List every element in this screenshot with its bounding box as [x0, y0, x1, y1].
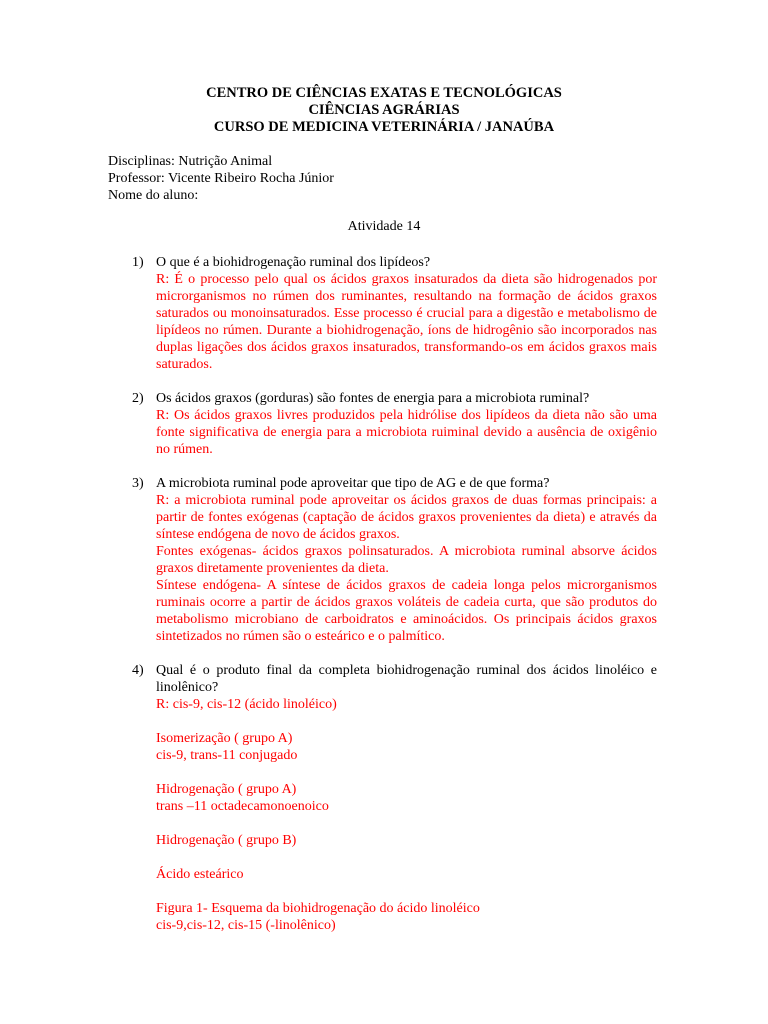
- question-number: 1): [132, 255, 144, 270]
- answer-text: R: É o processo pelo qual os ácidos graxos insaturados da dieta são hidrogenados por microrganismos no rúmen dos ruminantes, resultando na formação de ácidos graxos saturados ou monoinsaturados. Esse processo é crucial para a digestão e metabolismo de lipídeos no rúmen. Durante a biohidrogenação, íons de hidrogênio são incorporados nas duplas ligações dos ácidos graxos insaturados, transformando-os em ácidos graxos mais saturados.: [156, 272, 657, 372]
- answer-line: Hidrogenação ( grupo A): [156, 782, 297, 797]
- activity-title: Atividade 14: [347, 219, 421, 234]
- question-text: Os ácidos graxos (gorduras) são fontes de energia para a microbiota ruminal?: [156, 391, 590, 406]
- question-text: Qual é o produto final da completa biohidrogenação ruminal dos ácidos linoléico e linolênico?: [156, 663, 657, 695]
- answer-text: R: Os ácidos graxos livres produzidos pela hidrólise dos lipídeos da dieta não são uma fonte significativa de energia para a microbiota ruiminal devido a ausência de oxigênio no rúmen.: [156, 408, 657, 457]
- answer-paragraph: Fontes exógenas- ácidos graxos polinsaturados. A microbiota ruminal absorve ácidos graxos diretamente provenientes da dieta.: [156, 544, 657, 576]
- question-text: A microbiota ruminal pode aproveitar que tipo de AG e de que forma?: [156, 476, 550, 491]
- question-item: [132, 475, 657, 645]
- answer-paragraph: R: a microbiota ruminal pode aproveitar os ácidos graxos de duas formas principais: a partir de fontes exógenas (captação de ácidos graxos provenientes da dieta) e através da síntese endógena de novo de ácidos graxos.: [156, 493, 657, 542]
- header-area: CIÊNCIAS AGRÁRIAS: [308, 102, 460, 118]
- question-number: 4): [132, 663, 144, 678]
- student-name-line: Nome do aluno:: [108, 188, 199, 203]
- question-item: [132, 390, 657, 458]
- header-course: CURSO DE MEDICINA VETERINÁRIA / JANAÚBA: [213, 119, 555, 135]
- question-number: 3): [132, 476, 144, 491]
- question-text: O que é a biohidrogenação ruminal dos lipídeos?: [156, 255, 431, 270]
- answer-line: cis-9,cis-12, cis-15 (-linolênico): [156, 918, 336, 933]
- discipline-line: Disciplinas: Nutrição Animal: [108, 154, 273, 169]
- figure-caption: Figura 1- Esquema da biohidrogenação do ácido linoléico: [156, 901, 480, 916]
- document-meta: [108, 153, 334, 204]
- header-institution: CENTRO DE CIÊNCIAS EXATAS E TECNOLÓGICAS: [206, 85, 562, 101]
- answer-paragraph: Síntese endógena- A síntese de ácidos graxos de cadeia longa pelos microrganismos ruminais ocorre a partir de ácidos graxos voláteis de cadeia curta, que são produtos do metabolismo microbiano de carboidratos e aminoácidos. Os principais ácidos graxos sintetizados no rúmen são o esteárico e o palmítico.: [156, 578, 657, 644]
- question-item: [132, 662, 657, 934]
- answer-line: R: cis-9, cis-12 (ácido linoléico): [156, 697, 337, 712]
- answer-line: Ácido esteárico: [156, 867, 244, 882]
- question-item: [132, 254, 657, 373]
- question-list: [0, 254, 768, 934]
- answer-line: trans –11 octadecamonoenoico: [156, 799, 329, 814]
- answer-line: Hidrogenação ( grupo B): [156, 833, 297, 848]
- document-header: [0, 85, 768, 136]
- answer-line: Isomerização ( grupo A): [156, 731, 293, 746]
- professor-line: Professor: Vicente Ribeiro Rocha Júnior: [108, 171, 334, 186]
- question-number: 2): [132, 391, 144, 406]
- answer-line: cis-9, trans-11 conjugado: [156, 748, 298, 763]
